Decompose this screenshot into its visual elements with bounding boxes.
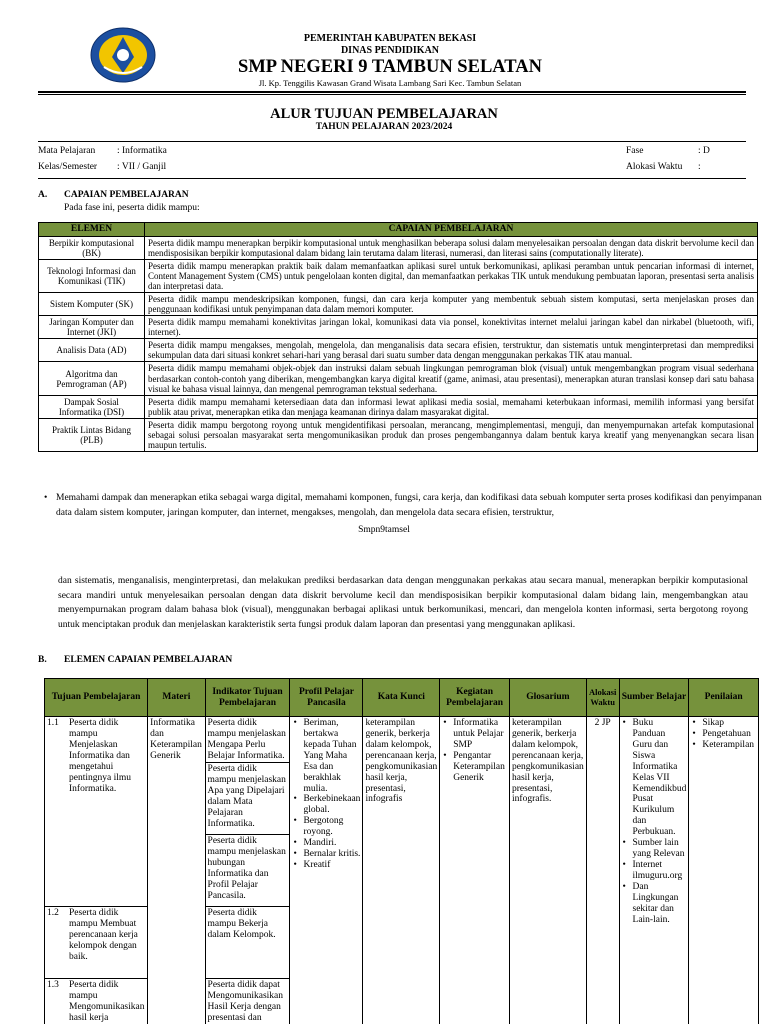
section-a-heading [38, 190, 189, 201]
letterhead-rule [38, 91, 746, 93]
cp-capaian: Peserta didik mampu mengakses, mengolah, mengelola, dan menganalisis data secara efisien, terstruktur, dan sistematis untuk menginterpretasi dan memprediksi sekumpulan data dari situasi konkret sehari-hari yang berasal dari suatu sumber data dengan menggunakan perkakas TIK atau manual. [145, 339, 758, 362]
profil-item: • Mandiri. [292, 838, 360, 849]
section-a-intro: Pada fase ini, peserta didik mampu: [64, 203, 200, 213]
atp-header-glosarium: Glosarium [510, 679, 587, 717]
atp-kegiatan-cell [440, 717, 510, 1024]
cp-elemen: Sistem Komputer (SK) [39, 293, 145, 316]
atp-indikator-cell [205, 717, 290, 1024]
kelas-value: : VII / Ganjil [117, 162, 167, 172]
indikator-item: Peserta didik dapat Mengomunikasikan Hasil Kerja dengan presentasi dan [207, 980, 284, 1023]
summary-bullet [44, 491, 764, 520]
kegiatan-item: • Pengantar Keterampilan Generik [442, 751, 507, 784]
indikator-item: Peserta didik mampu Bekerja dalam Kelompok. [206, 907, 290, 979]
sumber-list [622, 718, 687, 926]
mapel-label: Mata Pelajaran [38, 146, 96, 156]
atp-tujuan-cell [45, 717, 148, 1024]
penilaian-item: • Keterampilan [691, 740, 756, 751]
kelas-label: Kelas/Semester [38, 162, 98, 172]
cp-elemen: Praktik Lintas Bidang (PLB) [39, 418, 145, 451]
atp-header-penilaian: Penilaian [689, 679, 759, 717]
atp-header-sumber: Sumber Belajar [619, 679, 689, 717]
atp-header-kegiatan: Kegiatan Pembelajaran [440, 679, 510, 717]
cp-elemen: Dampak Sosial Informatika (DSI) [39, 395, 145, 418]
tp-text: Peserta didik mampu Membuat perencanaan kerja kelompok dengan baik. [69, 908, 138, 962]
cp-elemen: Jaringan Komputer dan Internet (JKI) [39, 316, 145, 339]
letterhead [190, 33, 590, 88]
tp-item [45, 979, 147, 1024]
table-row [39, 395, 758, 418]
atp-table [44, 678, 759, 1024]
tp-item [45, 717, 147, 907]
cp-capaian: Peserta didik mampu bergotong royong untuk mengidentifikasi persoalan, merancang, mengimplementasi, menguji, dan menyempurnakan artefak komputasional sebagai solusi persoalan masyarakat serta mengomunikasikan produk dan proses pengembangannya dalam bentuk karya kreatif yang menyenangkan secara lisan maupun tertulis. [145, 418, 758, 451]
cp-elemen: Berpikir komputasional (BK) [39, 236, 145, 259]
school-address: Jl. Kp. Tenggilis Kawasan Grand Wisata Lambang Sari Kec. Tambun Selatan [258, 78, 522, 89]
alokasi-label: Alokasi Waktu [626, 162, 683, 172]
section-a-number: A. [38, 190, 48, 200]
profil-item: • Beriman, bertakwa kepada Tuhan Yang Maha Esa dan berakhlak mulia. [292, 718, 360, 794]
table-row [39, 339, 758, 362]
atp-header-profil: Profil Pelajar Pancasila [290, 679, 363, 717]
section-b-number: B. [38, 655, 47, 665]
atp-header-indikator: Indikator Tujuan Pembelajaran [205, 679, 290, 717]
cp-elemen: Teknologi Informasi dan Komunikasi (TIK) [39, 259, 145, 292]
school-logo [90, 27, 156, 83]
tp-number: 1.1 [47, 718, 59, 728]
atp-header-kata-kunci: Kata Kunci [363, 679, 440, 717]
table-row [39, 362, 758, 395]
indikator-item: Peserta didik mampu menjelaskan hubungan Informatika dan Profil Pelajar Pancasila. [206, 835, 290, 907]
penilaian-list [691, 718, 756, 751]
tp-item [45, 907, 147, 979]
document-title: ALUR TUJUAN PEMBELAJARAN [270, 106, 498, 122]
sumber-item: • Sumber lain yang Relevan [622, 838, 687, 860]
tp-number: 1.2 [47, 908, 59, 918]
atp-materi: Informatika dan Keterampilan Generik [148, 717, 205, 1024]
table-row [39, 418, 758, 451]
penilaian-item: • Sikap [691, 718, 756, 729]
atp-sumber-cell [619, 717, 689, 1024]
page-footer: Smpn9tamsel [358, 525, 410, 535]
profil-item: • Bergotong royong. [292, 816, 360, 838]
info-bottom-rule [38, 178, 746, 179]
government-name: PEMERINTAH KABUPATEN BEKASI [303, 33, 477, 44]
sumber-item: • Buku Panduan Guru dan Siswa Informatika Kelas VII Kemendikbud Pusat Kurikulum dan Perbukuan. [622, 718, 687, 838]
profil-item: • Kreatif [292, 860, 360, 871]
alokasi-value: : [698, 162, 701, 172]
cp-capaian: Peserta didik mampu memahami konektivitas jaringan lokal, komunikasi data via ponsel, konektivitas internet melalui jaringan kabel dan nirkabel (bluetooth, wifi, internet). [145, 316, 758, 339]
sumber-item: • Dan Lingkungan sekitar dan Lain-lain. [622, 882, 687, 926]
cp-header-elemen: ELEMEN [39, 223, 145, 237]
table-row [39, 316, 758, 339]
bullet-dot: • [44, 493, 48, 503]
tp-text: Peserta didik mampu Mengomunikasikan hasil kerja [69, 980, 145, 1023]
atp-profil-cell [290, 717, 363, 1024]
table-row [45, 717, 759, 1024]
tp-number: 1.3 [47, 980, 59, 990]
atp-penilaian-cell [689, 717, 759, 1024]
cp-capaian: Peserta didik mampu menerapkan berpikir komputasional untuk menghasilkan beberapa solusi dalam menyelesaikan persoalan dengan data diskrit bervolume kecil dan mendisposisikan berpikir komputasional dalam bidang lain terutama dalam literasi, numerasi, dan literasi sains (computationally literate). [145, 236, 758, 259]
mapel-value: : Informatika [117, 146, 167, 156]
table-row [39, 236, 758, 259]
atp-alokasi: 2 JP [586, 717, 619, 1024]
department-name: DINAS PENDIDIKAN [340, 45, 440, 56]
penilaian-item: • Pengetahuan [691, 729, 756, 740]
school-name: SMP NEGERI 9 TAMBUN SELATAN [238, 57, 542, 77]
profil-list [292, 718, 360, 871]
cp-capaian: Peserta didik mampu memahami objek-objek dan instruksi dalam sebuah lingkungan pemrograman blok (visual) untuk mengembangkan program visual sederhana berdasarkan contoh-contoh yang diberikan, mengembangkan karya digital kreatif (game, animasi, atau presentasi), menerapkan aturan translasi konsep dari satu bahasa visual ke bahasa visual lainnya, dan mengenal pemrograman tekstual sederhana. [145, 362, 758, 395]
letterhead-rule-thin [38, 94, 746, 95]
kegiatan-item: • Informatika untuk Pelajar SMP [442, 718, 507, 751]
academic-year: TAHUN PELAJARAN 2023/2024 [315, 122, 453, 132]
section-b-heading [38, 655, 232, 666]
cp-capaian: Peserta didik mampu memahami ketersediaan data dan informasi lewat aplikasi media sosial, memahami keterbukaan informasi, memilih informasi yang bersifat publik atau privat, menerapkan etika dan menjaga keamanan dirinya dalam masyarakat digital. [145, 395, 758, 418]
atp-glosarium: keterampilan generik, berkerja dalam kelompok, perencanaan kerja, pengkomunikasian hasil kerja, presentasi, infografis. [510, 717, 587, 1024]
continuation-text: dan sistematis, menganalisis, menginterpretasi, dan melakukan prediksi berdasarkan data dengan menggunakan perkakas atau secara manual, menerapkan berpikir komputasional secara mandiri untuk menyelesaikan persoalan dengan data diskrit bervolume kecil dan mendisposisikan berpikir komputasional dalam bidang lain, mengembangkan atau menyempurnakan program dalam bahasa blok (visual), menggunakan berbagai aplikasi untuk berkomunikasi, mencari, dan mengelola konten informasi, serta bergotong royong untuk menciptakan produk dan menjelaskan karakteristik serta fungsi produk dalam laporan dan presentasi yang menggunakan aplikasi. [58, 576, 748, 631]
cp-elemen: Algoritma dan Pemrograman (AP) [39, 362, 145, 395]
cp-elemen: Analisis Data (AD) [39, 339, 145, 362]
atp-header-tujuan: Tujuan Pembelajaran [45, 679, 148, 717]
atp-kata-kunci: keterampilan generik, berkerja dalam kelompok, perencanaan kerja, pengkomunikasian hasil kerja, presentasi, infografis [363, 717, 440, 1024]
info-top-rule [38, 141, 746, 142]
cp-capaian: Peserta didik mampu mendeskripsikan komponen, fungsi, dan cara kerja komputer yang membentuk sebuah sistem komputasi, serta menjelaskan proses dan penggunaan kodifikasi untuk penyimpanan data dalam memori komputer. [145, 293, 758, 316]
section-a-title: CAPAIAN PEMBELAJARAN [64, 190, 189, 200]
indikator-item: Peserta didik mampu menjelaskan Apa yang Dipelajari dalam Mata Pelajaran Informatika. [206, 763, 290, 835]
atp-header-alokasi: Alokasi Waktu [586, 679, 619, 717]
atp-header-materi: Materi [148, 679, 205, 717]
fase-value: : D [698, 146, 710, 156]
tp-text: Peserta didik mampu Menjelaskan Informatika dan mengetahui pentingnya ilmu Informatika. [69, 718, 132, 794]
table-row [39, 259, 758, 292]
table-row [39, 293, 758, 316]
sumber-item: • Internet ilmuguru.org [622, 860, 687, 882]
indikator-item: Peserta didik mampu menjelaskan Mengapa Perlu Belajar Informatika. [206, 717, 290, 763]
capaian-table [38, 222, 758, 452]
cp-header-capaian: CAPAIAN PEMBELAJARAN [145, 223, 758, 237]
cp-capaian: Peserta didik mampu menerapkan praktik baik dalam memanfaatkan aplikasi surel untuk berkomunikasi, aplikasi peramban untuk pencarian informasi di internet, Content Management System (CMS) untuk pengelolaan konten digital, dan memanfaatkan perkakas TIK untuk mendukung pembuatan laporan, presentasi serta analisis dan interpretasi data. [145, 259, 758, 292]
summary-text: Memahami dampak dan menerapkan etika sebagai warga digital, memahami komponen, fungsi, cara kerja, dan kodifikasi data sebuah komputer serta proses kodifikasi dan penyimpanan data dalam sistem komputer, jaringan komputer, dan internet, mengakses, mengolah, dan mengelola data secara efisien, terstruktur, [56, 493, 762, 518]
fase-label: Fase [626, 146, 644, 156]
profil-item: • Bernalar kritis. [292, 849, 360, 860]
section-b-title: ELEMEN CAPAIAN PEMBELAJARAN [64, 655, 233, 665]
kegiatan-list [442, 718, 507, 784]
profil-item: • Berkebinekaan global. [292, 794, 360, 816]
